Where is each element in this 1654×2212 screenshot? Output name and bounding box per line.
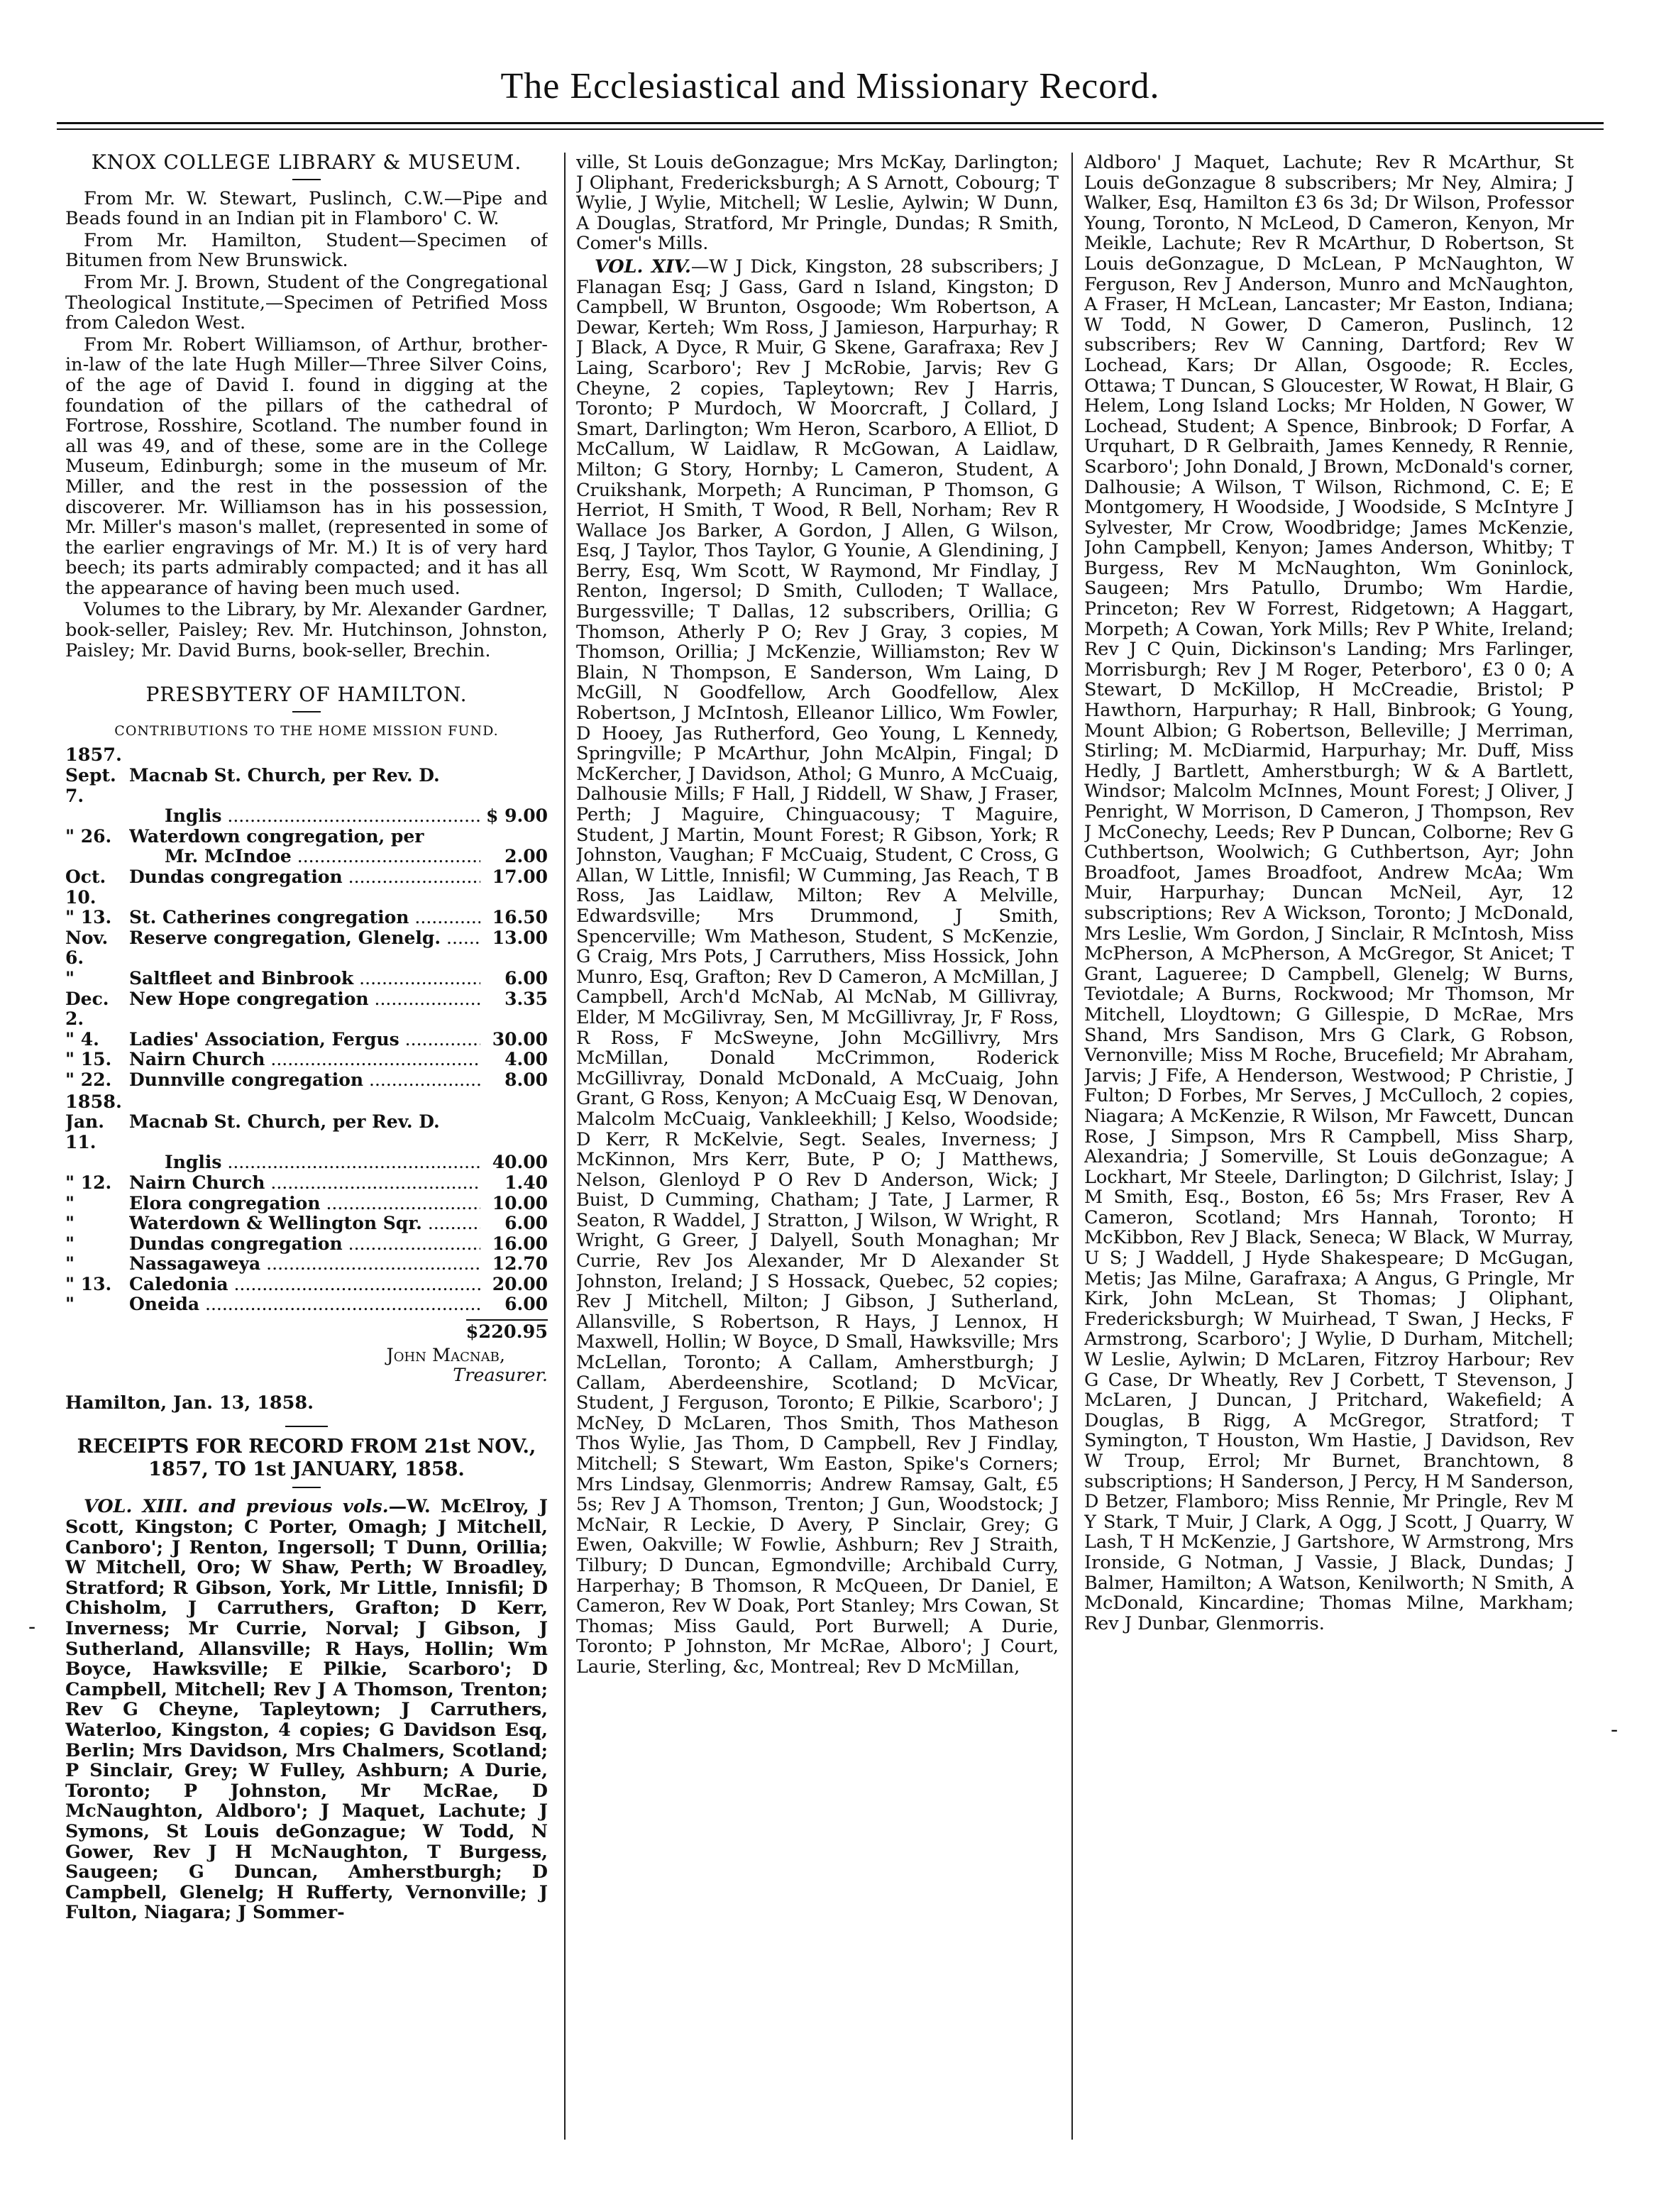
- contribution-date: Dec. 2.: [65, 988, 109, 1030]
- heading-dash: [292, 1487, 321, 1488]
- contribution-date: " 26.: [65, 825, 112, 847]
- contribution-date: ": [65, 967, 75, 989]
- contribution-row: [65, 1234, 548, 1255]
- contribution-row: [65, 1112, 548, 1152]
- subscriber-list: Aldboro' J Maquet, Lachute; Rev R McArthur, St Louis deGonzague 8 subscribers; Mr Ney, Almira; J Walker, Esq, Hamilton £3 6s 3d; Dr Wilson, Professor Young, Toronto, N McLeod, D Cameron, Kenyon, Mr Meikle, Lachute; Rev R McArthur, D Robertson, St Louis deGonzague, D McLean, P McNaughton, W Ferguson, Rev J Anderson, Munro and McNaughton, A Fraser, H McLean, Lancaster; Mr Easton, Indiana; W Todd, N Gower, D Cameron, Puslinch, 12 subscribers; Rev W Canning, Dartford; Rev W Lochead, Kars; Dr Allan, Osgoode; R. Eccles, Ottawa; T Duncan, S Gloucester, W Rowat, H Blair, G Helem, Long Island Locks; Mr Holden, N Gower, W Lochead, Student; A Spence, Binbrook; D Forfar, A Urquhart, D R Gelbraith, James Kennedy, R Rennie, Scarboro'; John Donald, J Brown, McDonald's corner, Dalhousie; A Wilson, T Wilson, Richmond, C. E; E Montgomery, H Woodside, J Woodside, S McIntyre J Sylvester, Mr Crow, Woodbridge; James McKenzie, John Campbell, Kenyon; James Anderson, Whitby; T Burgess, Rev M McNaughton, Wm Goninlock, Saugeen; Mrs Patullo, Drumbo; Wm Hardie, Princeton; Rev W Forrest, Ridgetown; A Haggart, Morpeth; A Cowan, York Mills; Rev P White, Ireland; Rev J C Quin, Dickinson's Landing; Mrs Farlinger, Morrisburgh; Rev J M Roger, Peterboro', £3 0 0; A Stewart, D McKillop, H McCreadie, Bristol; P Hawthorn, Harpurhay; R Hall, Binbrook; G Young, Mount Albion; G Robertson, Belleville; J Merriman, Stirling; M. McDiarmid, Harpurhay; Mr. Duff, Miss Hedly, J Bartlett, Amherstburgh; W & A Bartlett, Windsor; Malcolm McInnes, Mount Forest; J Oliver, J Penright, W Morrison, D Cameron, J Thompson, Rev J McConechy, Leeds; Rev P Duncan, Colborne; Rev G Cuthbertson, Woolwich; G Cuthbertson, Ayr; John Broadfoot, James Broadfoot, Andrew McAa; Wm Muir, Harpurhay; Duncan McNeil, Ayr, 12 subscriptions; Rev A Wickson, Toronto; J McDonald, Mrs Leslie, Wm Gordon, J Sinclair, R McIntosh, Miss McPherson, A McPherson, A McGregor, St Anicet; T Grant, Lagueree; D Campbell, Glenelg; W Burns, Teviotdale; A Burns, Rockwood; Mr Thomson, Mr Mitchell, Lloydtown; G Gillespie, D McRae, Mrs Shand, Mrs Sandison, Mrs G Clark, G Robson, Vernonville; Miss M Roche, Brucefield; Mr Abraham, Jarvis; J Fife, A Henderson, Westwood; P Christie, J Fulton; D Forbes, Mr Serves, J McCulloch, 2 copies, Niagara; A McKenzie, R Wilson, Mr Fawcett, Duncan Rose, J Simpson, Mrs R Campbell, Miss Sharp, Alexandria; J Somerville, St Louis deGonzague; A Lockhart, Mr Steele, Darlington; D Gilchrist, Islay; J M Smith, Esq., Boston, £6 5s; Mrs Fraser, Rev A Cameron, Scotland; Mrs Hannah, Toronto; H McKibbon, Rev J Black, Seneca; W Black, W Murray, U S; J Waddell, J Hyde Shakespeare; D McGugan, Metis; Jas Milne, Garafraxa; A Angus, G Pringle, Mr Kirk, John McLean, St Thomas; J Oliphant, Fredericksburgh; W Muirhead, T Swan, J Hecks, F Armstrong, Scarboro'; J Wylie, D Durham, Mitchell; W Leslie, Aylwin; D McLaren, Fitzroy Harbour; Rev G Case, Dr Wheatly, Rev J Corbett, T Stevenson, J McLaren, J Duncan, J Pritchard, Wakefield; A Douglas, B Rigg, A McGregor, Stratford; T Symington, T Houston, Wm Hastie, J Davidson, Rev W Troup, Errol; Mr Burnet, Branchtown, 8 subscriptions; H Sanderson, J Percy, H M Sanderson, D Betzer, Flamboro; Miss Rennie, Mr Pringle, Rev M Y Stark, T Muir, J Clark, A Ogg, J Scott, J Quarry, W Lash, T H McKenzie, J Gartshore, W Armstrong, Mrs Ironside, G Notman, J Vassie, J Black, Dundas; J Balmer, Hamilton; A Watson, Kenilworth; N Smith, A McDonald, Kincardine; Thomas Milne, Markham; Rev J Dunbar, Glenmorris.: [1084, 153, 1574, 1634]
- contribution-name: Inglis .....: [129, 806, 480, 827]
- contribution-name: Nassagaweya .....: [129, 1254, 480, 1275]
- contribution-name: Dundas congregation .....: [129, 1234, 480, 1255]
- top-rule-2: [57, 128, 1604, 130]
- contribution-name: Nairn Church .....: [129, 1173, 480, 1194]
- column-divider-1: [564, 153, 566, 2140]
- contribution-row: [65, 1173, 548, 1194]
- receipts-text: —W. McElroy, J Scott, Kingston; C Porter, Omagh; J Mitchell, Canboro'; J Renton, Ingersoll; T Dunn, Orillia; W Mitchell, Oro; W Shaw, Perth; W Broadley, Stratford; R Gibson, York, Mr Little, Innisfil; D Chisholm, J Carruthers, Grafton; D Kerr, Inverness; Mr Currie, Norval; J Gibson, J Sutherland, Allansville; R Hays, Hollin; Wm Boyce, Hawksville; E Pilkie, Scarboro'; D Campbell, Mitchell; Rev J A Thomson, Trenton; Rev G Cheyne, Tapleytown; J Carruthers, Waterloo, Kingston, 4 copies; G Davidson Esq, Berlin; Mrs Davidson, Mrs Chalmers, Scotland; P Sinclair, Grey; W Fulley, Ashburn; A Durie, Toronto; P Johnston, Mr McRae, D McNaughton, Aldboro'; J Maquet, Lachute; J Symons, St Louis deGonzague; W Todd, N Gower, Rev J H McNaughton, T Burgess, Saugeen; G Duncan, Amherstburgh; D Campbell, Glenelg; H Rufferty, Vernonville; J Fulton, Niagara; J Sommer-: [65, 1496, 548, 1924]
- contributions-1857: [65, 766, 548, 1091]
- contribution-amount: 16.50: [492, 907, 548, 928]
- contribution-name: Ladies' Association, Fergus .....: [129, 1030, 480, 1050]
- signature-title: Treasurer.: [453, 1365, 548, 1387]
- contribution-amount: 20.00: [492, 1273, 548, 1294]
- contribution-row: [65, 1070, 548, 1091]
- contribution-amount: 13.00: [492, 927, 548, 948]
- contribution-amount: 4.00: [505, 1049, 548, 1070]
- contribution-name: Waterdown & Wellington Sqr. .....: [129, 1214, 480, 1234]
- contribution-date: " 15.: [65, 1049, 112, 1070]
- total-amount: $220.95: [466, 1319, 548, 1343]
- subscriber-list: ville, St Louis deGonzague; Mrs McKay, Darlington; J Oliphant, Fredericksburgh; A S Arnott, Cobourg; T Wylie, J Wylie, Mitchell; W Leslie, Aylwin; W Dunn, A Douglas, Stratford, Mr Pringle, Dundas; R Smith, Comer's Mills.: [576, 153, 1059, 255]
- contribution-date: " 12.: [65, 1172, 112, 1193]
- contribution-row: [65, 969, 548, 989]
- contribution-row: [65, 827, 548, 847]
- total-row: [65, 1319, 548, 1343]
- contribution-date: " 13.: [65, 1273, 112, 1294]
- contribution-name: Saltfleet and Binbrook .....: [129, 969, 480, 989]
- contribution-date: Oct. 10.: [65, 866, 106, 908]
- contribution-amount: 6.00: [505, 1294, 548, 1315]
- receipts-paragraph: [65, 1497, 548, 1922]
- year-label: 1858.: [65, 1091, 122, 1113]
- contribution-row: [65, 989, 548, 1030]
- contribution-row: [65, 928, 548, 969]
- top-rule: [57, 122, 1604, 124]
- contribution-amount: 16.00: [492, 1233, 548, 1254]
- contribution-name: Reserve congregation, Glenelg. .....: [129, 928, 480, 949]
- margin-mark: -: [1611, 1717, 1619, 1742]
- contribution-name: Dunnville congregation .....: [129, 1070, 480, 1091]
- contribution-date: ": [65, 1233, 75, 1254]
- library-heading: KNOX COLLEGE LIBRARY & MUSEUM.: [91, 153, 522, 174]
- contribution-name: Mr. McIndoe .....: [129, 847, 480, 867]
- contribution-name: Macnab St. Church, per Rev. D.: [129, 766, 440, 786]
- contribution-amount: 8.00: [505, 1069, 548, 1090]
- contribution-amount: 3.35: [505, 988, 548, 1009]
- library-para: From Mr. Robert Williamson, of Arthur, brother-in-law of the late Hugh Miller—Three Silver Coins, of the age of David I. found in digging at the foundation of the pillars of the cathedral of Fortrose, Rosshire, Scotland. The number found in all was 49, and of these, some are in the College Museum, Edinburgh; some in the museum of Mr. Miller, and the rest in the possession of the discoverer. Mr. Williamson has in his possession, Mr. Miller's mason's mallet, (represented in some of the earlier engravings of Mr. M.) It is of very hard beech; its parts admirably compacted; and it has all the appearance of having been much used.: [65, 334, 548, 599]
- subscriber-list: [576, 257, 1059, 1678]
- margin-mark: -: [28, 1614, 36, 1639]
- column-1: [65, 153, 548, 2161]
- contribution-name: Waterdown congregation, per: [129, 826, 424, 847]
- receipts-lead: VOL. XIII. and previous vols.: [84, 1496, 389, 1518]
- contributions-heading: CONTRIBUTIONS TO THE HOME MISSION FUND.: [114, 722, 499, 739]
- contribution-date: Sept. 7.: [65, 765, 116, 806]
- column-3: [1084, 153, 1574, 2161]
- presbytery-heading: PRESBYTERY OF HAMILTON.: [145, 683, 468, 707]
- column-divider-2: [1071, 153, 1073, 2140]
- contribution-name: Nairn Church .....: [129, 1050, 480, 1070]
- library-para: From Mr. Hamilton, Student—Specimen of Bitumen from New Brunswick.: [65, 229, 548, 272]
- contribution-row: [65, 1254, 548, 1275]
- contribution-date: " 13.: [65, 907, 112, 928]
- library-para: From Mr. W. Stewart, Puslinch, C.W.—Pipe and Beads found in an Indian pit in Flamboro' C. W.: [65, 187, 548, 230]
- library-para: Volumes to the Library, by Mr. Alexander Gardner, book-seller, Paisley; Rev. Mr. Hutchinson, Johnston, Paisley; Mr. David Burns, book-seller, Brechin.: [65, 599, 548, 661]
- contribution-name: Macnab St. Church, per Rev. D.: [129, 1112, 440, 1133]
- contribution-date: Jan. 11.: [65, 1111, 104, 1152]
- heading-dash: [292, 179, 321, 180]
- subscriber-text: —W J Dick, Kingston, 28 subscribers; J Flanagan Esq; J Gass, Gard n Island, Kingston; D Campbell, W Brunton, Osgoode; Wm Robertson, A Dewar, Kerteh; Wm Ross, J Jamieson, Harpurhay; R J Black, A Dyce, R Muir, G Skene, Garafraxa; Rev J Laing, Scarboro'; Rev J McRobie, Jarvis; Rev G Cheyne, 2 copies, Tapleytown; Rev J Harris, Toronto; P Murdoch, W Moorcraft, J Collard, J Smart, Darlington; Wm Heron, Scarboro, A Elliot, D McCallum, W Laidlaw, R McGowan, A Laidlaw, Milton; G Story, Hornby; L Cameron, Student, A Cruikshank, Morpeth; A Runciman, P Thomson, G Herriot, H Smith, T Wood, R Bell, Norham; Rev R Wallace Jos Barker, A Gordon, J Allen, G Wilson, Esq, J Taylor, Thos Taylor, G Younie, A Glendining, J Berry, Esq, Wm Scott, W Raymond, Mr Findlay, J Renton, Ingersol; D Smith, Culloden; T Wallace, Burgessville; T Dallas, 12 subscribers, Orillia; G Thomson, Atherly P O; Rev J Gray, 3 copies, M Thomson, Orillia; J McKenzie, Williamston; Rev W Blain, N Thompson, E Sanderson, Wm Laing, D McGill, N Goodfellow, Arch Goodfellow, Alex Robertson, J McIntosh, Elleanor Lillico, Wm Fowler, D Hooey, Jas Rutherford, Geo Young, L Kennedy, Springville; P McArthur, John McAlpin, Fingal; D McKercher, J Davidson, Athol; G Munro, A McCuaig, Dalhousie Mills; F Hall, J Riddell, W Shaw, J Fraser, Perth; J Maguire, Chinguacousy; T Maguire, Student, J Martin, Mount Forest; R Gibson, York; R Johnston, Vaughan; F McCuaig, Student, C Cross, G Allan, W Little, Innisfil; W Cumming, Jas Reach, T B Ross, Jas Laidlaw, Milton; Rev A Melville, Edwardsville; Mrs Drummond, J Smith, Spencerville; Wm Matheson, Student, S McKenzie, G Craig, Mrs Pots, J Carruthers, Miss Hossick, John Munro, Esq, Grafton; Rev D Cameron, A McMillan, J Campbell, Arch'd McNab, Al McNab, M Gillivray, Elder, M McGilivray, Sen, M McGillivray, Jr, F Ross, R Ross, F McSweyne, John McGillivry, Mrs McMillan, Donald McCrimmon, Roderick McGillivray, Donald McDonald, A McCuaig, John Grant, G Ross, Kenyon; A McCuaig Esq, W Denovan, Malcolm McCuaig, Vankleekhill; J Kelso, Woodside; D Kerr, R McKelvie, Segt. Seales, Inverness; J McKinnon, Mrs Kerr, Bute, P O; J Matthews, Nelson, Glenloyd P O Rev D Anderson, Wick; J Buist, D Cumming, Chatham; J Tate, J Larmer, R Seaton, R Waddel, J Stratton, J Wilson, W Wright, R Wright, G Greer, J Dalyell, South Monaghan; Mr Currie, Rev Jos Alexander, Mr D Alexander St Johnston, Ireland; J S Hossack, Quebec, 52 copies; Rev J Mitchell, Milton; J Gibson, J Sutherland, Allansville, S Robertson, R Hays, J Lennox, H Maxwell, Hollin; W Boyce, D Small, Hawksville; Mrs McLellan, Toronto; A Callam, Amherstburgh; J Callam, Aberdeenshire, Scotland; D McVicar, Student, J Ferguson, Toronto; E Pilkie, Scarboro'; J McNey, D McLaren, Thos Smith, Thos Matheson Thos Wylie, Jas Thom, D Campbell, Rev J Findlay, Mitchell; S Stewart, Wm Easton, Spike's Corners; Mrs Lindsay, Glenmorris; Andrew Ramsay, Galt, £5 5s; Rev J A Thomson, Trenton; J Gun, Woodstock; J McNair, R Leckie, D Avery, P Sinclair, Grey; G Ewen, Oakville; W Fowlie, Ashburn; Rev J Straith, Tilbury; D Duncan, Egmondville; Archibald Curry, Harperhay; B Thomson, R McQueen, Dr Daniel, E Cameron, Rev W Doak, Port Stanley; Mrs Cowan, St Thomas; Miss Gauld, Port Burwell; A Durie, Toronto; P Johnston, Mr McRae, Alboro'; J Court, Laurie, Sterling, &c, Montreal; Rev D McMillan,: [576, 255, 1059, 1678]
- receipts-heading: RECEIPTS FOR RECORD FROM 21st NOV., 1857, TO 1st JANUARY, 1858.: [77, 1436, 536, 1481]
- contribution-row: [65, 806, 548, 827]
- contributions-1858: [65, 1112, 548, 1315]
- year-label: 1857.: [65, 744, 122, 766]
- contribution-name: Dundas congregation .....: [129, 867, 480, 888]
- contribution-row: [65, 1194, 548, 1214]
- contribution-name: Oneida .....: [129, 1294, 480, 1315]
- contribution-amount: 6.00: [505, 1213, 548, 1234]
- contribution-row: [65, 867, 548, 908]
- contribution-amount: 40.00: [492, 1152, 548, 1173]
- contribution-row: [65, 766, 548, 806]
- contribution-name: Elora congregation .....: [129, 1194, 480, 1214]
- dateline: Hamilton, Jan. 13, 1858.: [65, 1392, 314, 1414]
- contribution-name: Inglis .....: [129, 1152, 480, 1173]
- column-2: [576, 153, 1059, 2161]
- contribution-amount: $ 9.00: [486, 805, 548, 827]
- masthead: The Ecclesiastical and Missionary Record.: [500, 66, 1160, 106]
- contribution-row: [65, 1214, 548, 1234]
- library-para: From Mr. J. Brown, Student of the Congregational Theological Institute,—Specimen of Petrified Moss from Caledon West.: [65, 271, 548, 334]
- contribution-amount: 17.00: [492, 866, 548, 887]
- contribution-date: ": [65, 1213, 75, 1234]
- contribution-date: ": [65, 1192, 75, 1214]
- contribution-row: [65, 847, 548, 867]
- contribution-date: ": [65, 1294, 75, 1315]
- contribution-row: [65, 1275, 548, 1295]
- signature-name: John Macnab,: [386, 1344, 505, 1366]
- heading-dash: [292, 711, 321, 712]
- contribution-amount: 12.70: [492, 1253, 548, 1275]
- contribution-name: Caledonia .....: [129, 1275, 480, 1295]
- contribution-amount: 10.00: [492, 1192, 548, 1214]
- contribution-row: [65, 908, 548, 928]
- contribution-date: ": [65, 1253, 75, 1275]
- contribution-row: [65, 1294, 548, 1315]
- contribution-date: " 22.: [65, 1069, 112, 1090]
- contribution-amount: 6.00: [505, 967, 548, 989]
- contribution-name: St. Catherines congregation .....: [129, 908, 480, 928]
- contribution-amount: 30.00: [492, 1028, 548, 1050]
- contribution-amount: 1.40: [505, 1172, 548, 1193]
- heading-dash: [285, 1426, 328, 1427]
- contribution-date: Nov. 6.: [65, 927, 109, 969]
- contribution-date: " 4.: [65, 1028, 99, 1050]
- contribution-row: [65, 1152, 548, 1173]
- contribution-row: [65, 1050, 548, 1070]
- contribution-name: New Hope congregation .....: [129, 989, 480, 1010]
- volume-lead: VOL. XIV.: [595, 255, 691, 277]
- contribution-amount: 2.00: [505, 846, 548, 867]
- contribution-row: [65, 1030, 548, 1050]
